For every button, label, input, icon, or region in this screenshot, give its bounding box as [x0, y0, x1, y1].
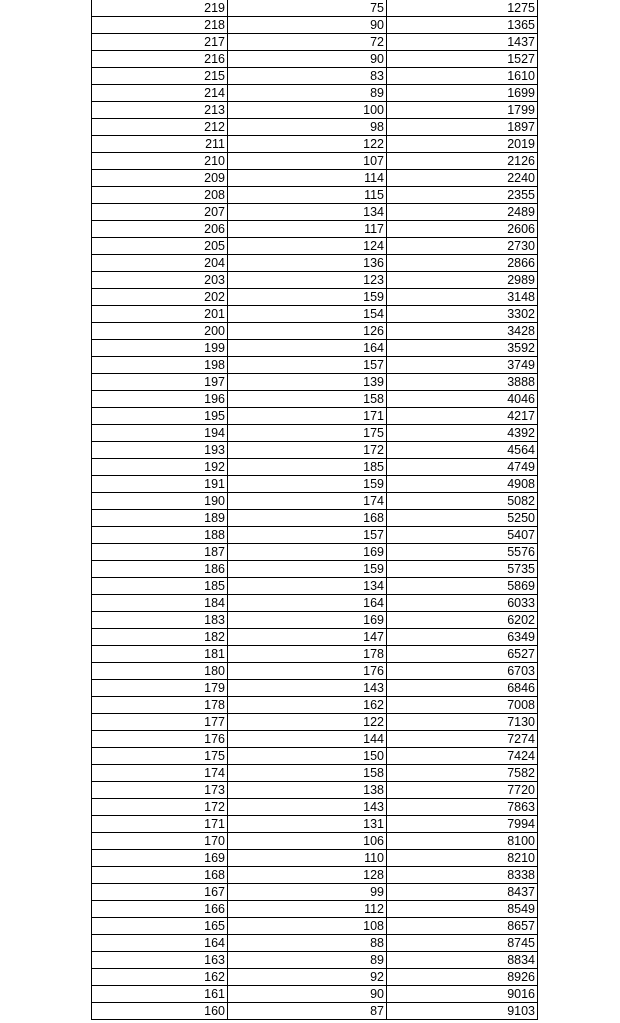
count-cell[interactable]: 107: [228, 153, 387, 170]
table-row: [92, 680, 538, 697]
index-cell[interactable]: 164: [92, 935, 228, 952]
table-row: [92, 272, 538, 289]
table-body: [92, 0, 538, 1020]
index-cell[interactable]: 182: [92, 629, 228, 646]
count-cell[interactable]: 75: [228, 0, 387, 17]
count-cell[interactable]: 154: [228, 306, 387, 323]
count-cell[interactable]: 99: [228, 884, 387, 901]
count-cell[interactable]: 90: [228, 986, 387, 1003]
cumulative-cell[interactable]: 1437: [387, 34, 538, 51]
count-cell[interactable]: 143: [228, 799, 387, 816]
cumulative-cell[interactable]: 7720: [387, 782, 538, 799]
table-row: [92, 731, 538, 748]
cumulative-cell[interactable]: 6527: [387, 646, 538, 663]
index-cell[interactable]: 214: [92, 85, 228, 102]
cumulative-cell[interactable]: 4908: [387, 476, 538, 493]
index-cell[interactable]: 213: [92, 102, 228, 119]
count-cell[interactable]: 90: [228, 51, 387, 68]
index-cell[interactable]: 207: [92, 204, 228, 221]
cumulative-cell[interactable]: 1699: [387, 85, 538, 102]
index-cell[interactable]: 218: [92, 17, 228, 34]
count-cell[interactable]: 88: [228, 935, 387, 952]
table-row: [92, 459, 538, 476]
cumulative-cell[interactable]: 6703: [387, 663, 538, 680]
table-row: [92, 510, 538, 527]
table-row: [92, 374, 538, 391]
cumulative-cell[interactable]: 8926: [387, 969, 538, 986]
table-row: [92, 714, 538, 731]
cumulative-cell[interactable]: 2019: [387, 136, 538, 153]
cumulative-cell[interactable]: 3302: [387, 306, 538, 323]
index-cell[interactable]: 171: [92, 816, 228, 833]
table-row: [92, 884, 538, 901]
count-cell[interactable]: 178: [228, 646, 387, 663]
count-cell[interactable]: 164: [228, 595, 387, 612]
cumulative-cell[interactable]: 1799: [387, 102, 538, 119]
table-row: [92, 187, 538, 204]
index-cell[interactable]: 168: [92, 867, 228, 884]
count-cell[interactable]: 172: [228, 442, 387, 459]
count-cell[interactable]: 115: [228, 187, 387, 204]
table-row: [92, 34, 538, 51]
count-cell[interactable]: 175: [228, 425, 387, 442]
index-cell[interactable]: 179: [92, 680, 228, 697]
count-cell[interactable]: 185: [228, 459, 387, 476]
count-cell[interactable]: 122: [228, 714, 387, 731]
index-cell[interactable]: 161: [92, 986, 228, 1003]
index-cell[interactable]: 211: [92, 136, 228, 153]
index-cell[interactable]: 206: [92, 221, 228, 238]
cumulative-cell[interactable]: 6033: [387, 595, 538, 612]
cumulative-cell[interactable]: 5735: [387, 561, 538, 578]
index-cell[interactable]: 170: [92, 833, 228, 850]
count-cell[interactable]: 83: [228, 68, 387, 85]
count-cell[interactable]: 164: [228, 340, 387, 357]
table-row: [92, 391, 538, 408]
cumulative-cell[interactable]: 5869: [387, 578, 538, 595]
count-cell[interactable]: 123: [228, 272, 387, 289]
index-cell[interactable]: 180: [92, 663, 228, 680]
table-row: [92, 578, 538, 595]
table-row: [92, 204, 538, 221]
cumulative-cell[interactable]: 4392: [387, 425, 538, 442]
table-row: [92, 816, 538, 833]
cumulative-cell[interactable]: 8549: [387, 901, 538, 918]
cumulative-cell[interactable]: 3148: [387, 289, 538, 306]
table-row: [92, 408, 538, 425]
index-cell[interactable]: 216: [92, 51, 228, 68]
index-cell[interactable]: 162: [92, 969, 228, 986]
index-cell[interactable]: 165: [92, 918, 228, 935]
table-row: [92, 68, 538, 85]
table-row: [92, 561, 538, 578]
index-cell[interactable]: 192: [92, 459, 228, 476]
count-cell[interactable]: 128: [228, 867, 387, 884]
count-cell[interactable]: 157: [228, 357, 387, 374]
table-row: [92, 153, 538, 170]
index-cell[interactable]: 208: [92, 187, 228, 204]
cumulative-cell[interactable]: 3592: [387, 340, 538, 357]
count-cell[interactable]: 158: [228, 391, 387, 408]
cumulative-cell[interactable]: 8745: [387, 935, 538, 952]
table-row: [92, 340, 538, 357]
index-cell[interactable]: 190: [92, 493, 228, 510]
count-cell[interactable]: 126: [228, 323, 387, 340]
table-row: [92, 425, 538, 442]
table-row: [92, 952, 538, 969]
count-cell[interactable]: 114: [228, 170, 387, 187]
index-cell[interactable]: 202: [92, 289, 228, 306]
index-cell[interactable]: 173: [92, 782, 228, 799]
index-cell[interactable]: 203: [92, 272, 228, 289]
count-cell[interactable]: 106: [228, 833, 387, 850]
count-cell[interactable]: 159: [228, 289, 387, 306]
table-row: [92, 102, 538, 119]
index-cell[interactable]: 172: [92, 799, 228, 816]
table-row: [92, 663, 538, 680]
count-cell[interactable]: 131: [228, 816, 387, 833]
table-row: [92, 629, 538, 646]
count-cell[interactable]: 117: [228, 221, 387, 238]
cumulative-cell[interactable]: 9103: [387, 1003, 538, 1020]
cumulative-cell[interactable]: 2126: [387, 153, 538, 170]
index-cell[interactable]: 187: [92, 544, 228, 561]
table-row: [92, 119, 538, 136]
count-cell[interactable]: 168: [228, 510, 387, 527]
table-row: [92, 918, 538, 935]
cumulative-cell[interactable]: 4046: [387, 391, 538, 408]
cumulative-cell[interactable]: 1897: [387, 119, 538, 136]
index-cell[interactable]: 210: [92, 153, 228, 170]
count-cell[interactable]: 98: [228, 119, 387, 136]
count-cell[interactable]: 136: [228, 255, 387, 272]
cumulative-cell[interactable]: 7008: [387, 697, 538, 714]
table-row: [92, 748, 538, 765]
cumulative-cell[interactable]: 1527: [387, 51, 538, 68]
cumulative-cell[interactable]: 6349: [387, 629, 538, 646]
cumulative-cell[interactable]: 1610: [387, 68, 538, 85]
cumulative-cell[interactable]: 2989: [387, 272, 538, 289]
table-row: [92, 901, 538, 918]
cumulative-cell[interactable]: 8834: [387, 952, 538, 969]
cumulative-cell[interactable]: 6202: [387, 612, 538, 629]
count-cell[interactable]: 72: [228, 34, 387, 51]
index-cell[interactable]: 193: [92, 442, 228, 459]
index-cell[interactable]: 217: [92, 34, 228, 51]
index-cell[interactable]: 189: [92, 510, 228, 527]
count-cell[interactable]: 150: [228, 748, 387, 765]
cumulative-cell[interactable]: 8657: [387, 918, 538, 935]
cumulative-cell[interactable]: 7274: [387, 731, 538, 748]
table-row: [92, 527, 538, 544]
index-cell[interactable]: 191: [92, 476, 228, 493]
index-cell[interactable]: 199: [92, 340, 228, 357]
table-row: [92, 476, 538, 493]
count-cell[interactable]: 90: [228, 17, 387, 34]
cumulative-cell[interactable]: 5082: [387, 493, 538, 510]
count-cell[interactable]: 108: [228, 918, 387, 935]
table-row: [92, 799, 538, 816]
count-cell[interactable]: 89: [228, 952, 387, 969]
count-cell[interactable]: 174: [228, 493, 387, 510]
count-cell[interactable]: 134: [228, 578, 387, 595]
cumulative-cell[interactable]: 7863: [387, 799, 538, 816]
table-row: [92, 85, 538, 102]
spreadsheet-area: [91, 0, 537, 1020]
index-cell[interactable]: 188: [92, 527, 228, 544]
count-cell[interactable]: 134: [228, 204, 387, 221]
cumulative-cell[interactable]: 8210: [387, 850, 538, 867]
table-row: [92, 289, 538, 306]
count-cell[interactable]: 122: [228, 136, 387, 153]
table-row: [92, 255, 538, 272]
cumulative-cell[interactable]: 2606: [387, 221, 538, 238]
index-cell[interactable]: 175: [92, 748, 228, 765]
table-row: [92, 170, 538, 187]
index-cell[interactable]: 163: [92, 952, 228, 969]
index-cell[interactable]: 169: [92, 850, 228, 867]
table-row: [92, 969, 538, 986]
table-row: [92, 765, 538, 782]
index-cell[interactable]: 197: [92, 374, 228, 391]
table-row: [92, 782, 538, 799]
count-cell[interactable]: 92: [228, 969, 387, 986]
cumulative-cell[interactable]: 7582: [387, 765, 538, 782]
count-cell[interactable]: 171: [228, 408, 387, 425]
count-cell[interactable]: 169: [228, 612, 387, 629]
table-row: [92, 136, 538, 153]
index-cell[interactable]: 205: [92, 238, 228, 255]
cumulative-cell[interactable]: 3749: [387, 357, 538, 374]
index-cell[interactable]: 177: [92, 714, 228, 731]
cumulative-cell[interactable]: 6846: [387, 680, 538, 697]
index-cell[interactable]: 201: [92, 306, 228, 323]
cumulative-cell[interactable]: 8100: [387, 833, 538, 850]
index-cell[interactable]: 200: [92, 323, 228, 340]
table-row: [92, 1003, 538, 1020]
index-cell[interactable]: 215: [92, 68, 228, 85]
count-cell[interactable]: 144: [228, 731, 387, 748]
cumulative-cell[interactable]: 2489: [387, 204, 538, 221]
count-cell[interactable]: 87: [228, 1003, 387, 1020]
count-cell[interactable]: 112: [228, 901, 387, 918]
table-row: [92, 238, 538, 255]
index-cell[interactable]: 160: [92, 1003, 228, 1020]
table-row: [92, 697, 538, 714]
index-cell[interactable]: 186: [92, 561, 228, 578]
count-cell[interactable]: 110: [228, 850, 387, 867]
cumulative-cell[interactable]: 3428: [387, 323, 538, 340]
cumulative-cell[interactable]: 5407: [387, 527, 538, 544]
count-cell[interactable]: 139: [228, 374, 387, 391]
count-cell[interactable]: 100: [228, 102, 387, 119]
table-row: [92, 17, 538, 34]
table-row: [92, 493, 538, 510]
table-row: [92, 357, 538, 374]
index-cell[interactable]: 185: [92, 578, 228, 595]
index-cell[interactable]: 209: [92, 170, 228, 187]
table-row: [92, 442, 538, 459]
table-row: [92, 0, 538, 17]
cumulative-cell[interactable]: 2866: [387, 255, 538, 272]
cumulative-cell[interactable]: 7994: [387, 816, 538, 833]
cumulative-cell[interactable]: 1365: [387, 17, 538, 34]
count-cell[interactable]: 143: [228, 680, 387, 697]
cumulative-cell[interactable]: 2355: [387, 187, 538, 204]
table-row: [92, 595, 538, 612]
cumulative-cell[interactable]: 1275: [387, 0, 538, 17]
table-row: [92, 646, 538, 663]
index-cell[interactable]: 181: [92, 646, 228, 663]
table-row: [92, 986, 538, 1003]
cumulative-cell[interactable]: 4564: [387, 442, 538, 459]
cumulative-cell[interactable]: 3888: [387, 374, 538, 391]
cumulative-cell[interactable]: 5576: [387, 544, 538, 561]
cumulative-cell[interactable]: 4749: [387, 459, 538, 476]
data-table: [91, 0, 538, 1020]
index-cell[interactable]: 178: [92, 697, 228, 714]
count-cell[interactable]: 158: [228, 765, 387, 782]
table-row: [92, 833, 538, 850]
index-cell[interactable]: 196: [92, 391, 228, 408]
cumulative-cell[interactable]: 2240: [387, 170, 538, 187]
table-row: [92, 612, 538, 629]
table-row: [92, 544, 538, 561]
index-cell[interactable]: 212: [92, 119, 228, 136]
index-cell[interactable]: 174: [92, 765, 228, 782]
count-cell[interactable]: 89: [228, 85, 387, 102]
index-cell[interactable]: 166: [92, 901, 228, 918]
index-cell[interactable]: 198: [92, 357, 228, 374]
count-cell[interactable]: 159: [228, 476, 387, 493]
count-cell[interactable]: 162: [228, 697, 387, 714]
cumulative-cell[interactable]: 8338: [387, 867, 538, 884]
cumulative-cell[interactable]: 7424: [387, 748, 538, 765]
table-row: [92, 323, 538, 340]
index-cell[interactable]: 183: [92, 612, 228, 629]
table-row: [92, 850, 538, 867]
cumulative-cell[interactable]: 2730: [387, 238, 538, 255]
cumulative-cell[interactable]: 7130: [387, 714, 538, 731]
table-row: [92, 935, 538, 952]
table-row: [92, 306, 538, 323]
cumulative-cell[interactable]: 4217: [387, 408, 538, 425]
index-cell[interactable]: 184: [92, 595, 228, 612]
index-cell[interactable]: 195: [92, 408, 228, 425]
index-cell[interactable]: 194: [92, 425, 228, 442]
count-cell[interactable]: 138: [228, 782, 387, 799]
count-cell[interactable]: 157: [228, 527, 387, 544]
count-cell[interactable]: 147: [228, 629, 387, 646]
table-row: [92, 221, 538, 238]
index-cell[interactable]: 176: [92, 731, 228, 748]
table-row: [92, 867, 538, 884]
count-cell[interactable]: 169: [228, 544, 387, 561]
count-cell[interactable]: 159: [228, 561, 387, 578]
cumulative-cell[interactable]: 5250: [387, 510, 538, 527]
cumulative-cell[interactable]: 8437: [387, 884, 538, 901]
index-cell[interactable]: 167: [92, 884, 228, 901]
count-cell[interactable]: 124: [228, 238, 387, 255]
index-cell[interactable]: 204: [92, 255, 228, 272]
table-row: [92, 51, 538, 68]
cumulative-cell[interactable]: 9016: [387, 986, 538, 1003]
index-cell[interactable]: 219: [92, 0, 228, 17]
count-cell[interactable]: 176: [228, 663, 387, 680]
